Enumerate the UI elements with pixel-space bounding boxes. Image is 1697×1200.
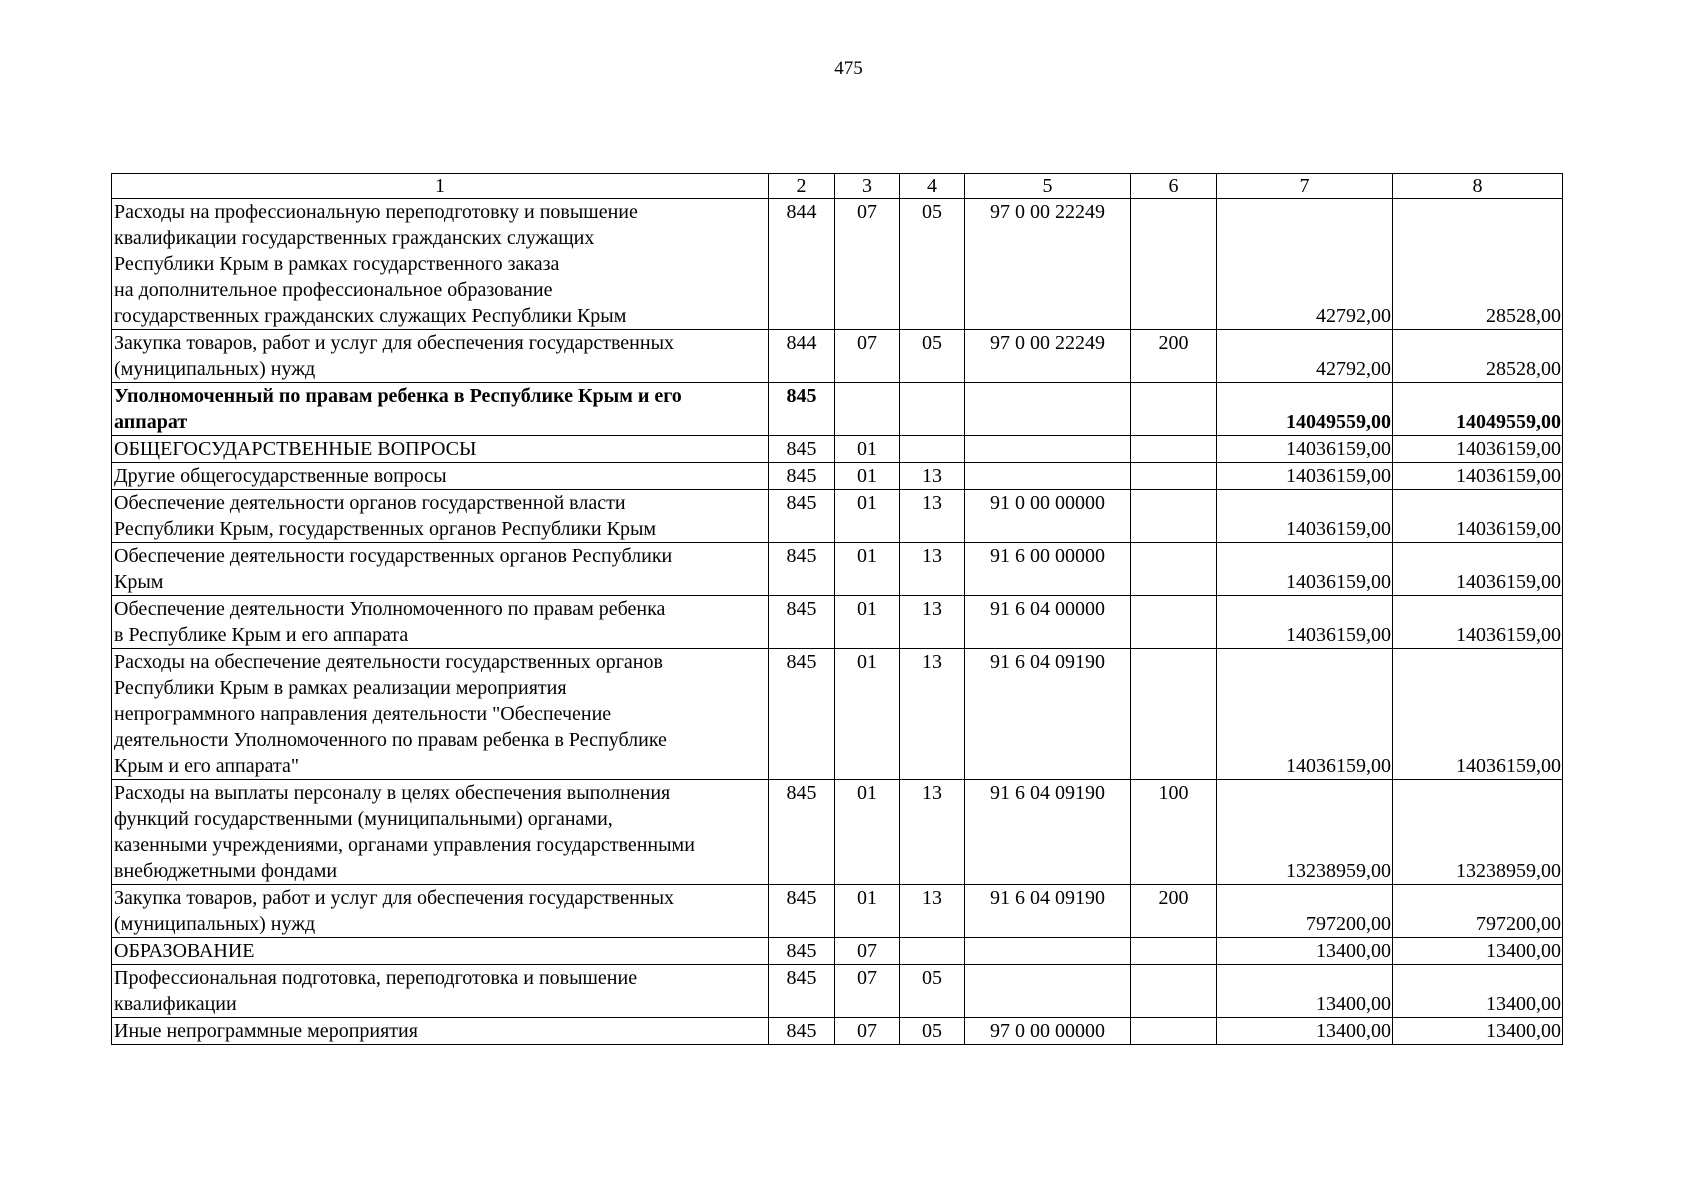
cell-expense-type — [1131, 543, 1217, 596]
cell-amount-col7: 42792,00 — [1217, 330, 1393, 383]
header-cell: 4 — [900, 174, 965, 199]
cell-name: Расходы на выплаты персоналу в целях обеспечения выполнения функций государственными (муниципальными) органами, казенными учреждениями, органами управления государственными внебюджетными фондами — [112, 780, 769, 885]
table-row — [112, 436, 1563, 463]
cell-expense-type — [1131, 965, 1217, 1018]
cell-amount-col8: 14036159,00 — [1393, 463, 1563, 490]
cell-name: Уполномоченный по правам ребенка в Республике Крым и его аппарат — [112, 383, 769, 436]
cell-subsection: 05 — [900, 1018, 965, 1045]
table-row — [112, 649, 1563, 780]
cell-admin-code: 845 — [769, 1018, 835, 1045]
cell-amount-col7: 42792,00 — [1217, 199, 1393, 330]
table-row — [112, 543, 1563, 596]
cell-admin-code: 845 — [769, 490, 835, 543]
cell-admin-code: 845 — [769, 436, 835, 463]
cell-section: 01 — [835, 885, 900, 938]
budget-table — [111, 173, 1563, 1045]
cell-section: 01 — [835, 543, 900, 596]
cell-subsection: 05 — [900, 199, 965, 330]
page-number: 475 — [834, 58, 863, 79]
cell-target-article: 97 0 00 22249 — [965, 199, 1131, 330]
cell-amount-col8: 28528,00 — [1393, 330, 1563, 383]
cell-amount-col7: 797200,00 — [1217, 885, 1393, 938]
cell-section: 01 — [835, 596, 900, 649]
cell-amount-col8: 28528,00 — [1393, 199, 1563, 330]
table-row — [112, 885, 1563, 938]
cell-amount-col7: 14036159,00 — [1217, 436, 1393, 463]
cell-amount-col7: 14036159,00 — [1217, 543, 1393, 596]
cell-subsection: 13 — [900, 885, 965, 938]
cell-amount-col7: 14049559,00 — [1217, 383, 1393, 436]
table-row — [112, 1018, 1563, 1045]
cell-target-article: 97 0 00 22249 — [965, 330, 1131, 383]
cell-expense-type — [1131, 596, 1217, 649]
cell-target-article — [965, 436, 1131, 463]
cell-amount-col8: 14036159,00 — [1393, 436, 1563, 463]
cell-section: 07 — [835, 199, 900, 330]
cell-amount-col7: 13400,00 — [1217, 965, 1393, 1018]
table-row — [112, 463, 1563, 490]
cell-name: Закупка товаров, работ и услуг для обеспечения государственных (муниципальных) нужд — [112, 330, 769, 383]
cell-target-article: 91 6 04 09190 — [965, 780, 1131, 885]
table-row — [112, 938, 1563, 965]
cell-subsection — [900, 938, 965, 965]
cell-expense-type — [1131, 383, 1217, 436]
cell-subsection: 13 — [900, 463, 965, 490]
cell-amount-col8: 14036159,00 — [1393, 543, 1563, 596]
cell-amount-col8: 14036159,00 — [1393, 490, 1563, 543]
cell-expense-type: 100 — [1131, 780, 1217, 885]
cell-admin-code: 845 — [769, 780, 835, 885]
cell-section: 01 — [835, 490, 900, 543]
cell-target-article: 91 6 04 09190 — [965, 649, 1131, 780]
table-row — [112, 965, 1563, 1018]
cell-name: Иные непрограммные мероприятия — [112, 1018, 769, 1045]
cell-section: 01 — [835, 780, 900, 885]
table-row — [112, 199, 1563, 330]
table-header-row — [112, 174, 1563, 199]
cell-name: Закупка товаров, работ и услуг для обеспечения государственных (муниципальных) нужд — [112, 885, 769, 938]
cell-name: ОБЩЕГОСУДАРСТВЕННЫЕ ВОПРОСЫ — [112, 436, 769, 463]
cell-amount-col7: 14036159,00 — [1217, 596, 1393, 649]
cell-amount-col7: 13238959,00 — [1217, 780, 1393, 885]
cell-admin-code: 845 — [769, 885, 835, 938]
cell-amount-col8: 13238959,00 — [1393, 780, 1563, 885]
cell-admin-code: 845 — [769, 649, 835, 780]
cell-target-article: 91 0 00 00000 — [965, 490, 1131, 543]
cell-target-article — [965, 383, 1131, 436]
cell-target-article: 91 6 04 00000 — [965, 596, 1131, 649]
cell-amount-col8: 797200,00 — [1393, 885, 1563, 938]
cell-amount-col7: 14036159,00 — [1217, 463, 1393, 490]
cell-amount-col7: 13400,00 — [1217, 938, 1393, 965]
cell-expense-type — [1131, 463, 1217, 490]
cell-section: 07 — [835, 330, 900, 383]
cell-section: 01 — [835, 649, 900, 780]
cell-target-article — [965, 938, 1131, 965]
cell-expense-type — [1131, 649, 1217, 780]
cell-target-article: 97 0 00 00000 — [965, 1018, 1131, 1045]
cell-amount-col8: 14036159,00 — [1393, 596, 1563, 649]
cell-amount-col8: 13400,00 — [1393, 965, 1563, 1018]
table-row — [112, 596, 1563, 649]
cell-section: 07 — [835, 1018, 900, 1045]
header-cell: 7 — [1217, 174, 1393, 199]
cell-expense-type — [1131, 938, 1217, 965]
cell-admin-code: 845 — [769, 596, 835, 649]
cell-name: Обеспечение деятельности государственных органов Республики Крым — [112, 543, 769, 596]
cell-admin-code: 845 — [769, 543, 835, 596]
table-row — [112, 383, 1563, 436]
cell-target-article: 91 6 04 09190 — [965, 885, 1131, 938]
cell-section: 07 — [835, 965, 900, 1018]
cell-target-article — [965, 965, 1131, 1018]
cell-admin-code: 844 — [769, 330, 835, 383]
table-row — [112, 490, 1563, 543]
header-cell: 6 — [1131, 174, 1217, 199]
cell-name: Обеспечение деятельности органов государственной власти Республики Крым, государственных органов Республики Крым — [112, 490, 769, 543]
cell-expense-type — [1131, 436, 1217, 463]
cell-subsection: 13 — [900, 490, 965, 543]
cell-subsection: 05 — [900, 965, 965, 1018]
cell-admin-code: 845 — [769, 383, 835, 436]
cell-expense-type — [1131, 199, 1217, 330]
cell-section — [835, 383, 900, 436]
cell-subsection: 13 — [900, 649, 965, 780]
cell-admin-code: 845 — [769, 938, 835, 965]
cell-expense-type: 200 — [1131, 330, 1217, 383]
cell-name: Расходы на профессиональную переподготовку и повышение квалификации государственных гражданских служащих Республики Крым в рамках государственного заказа на дополнительное профессиональное образование государственных гражданских служащих Республики Крым — [112, 199, 769, 330]
cell-admin-code: 844 — [769, 199, 835, 330]
cell-amount-col7: 14036159,00 — [1217, 490, 1393, 543]
cell-subsection — [900, 436, 965, 463]
header-cell: 8 — [1393, 174, 1563, 199]
cell-subsection: 13 — [900, 596, 965, 649]
cell-amount-col7: 13400,00 — [1217, 1018, 1393, 1045]
cell-amount-col8: 13400,00 — [1393, 1018, 1563, 1045]
cell-name: Другие общегосударственные вопросы — [112, 463, 769, 490]
table-row — [112, 780, 1563, 885]
cell-section: 07 — [835, 938, 900, 965]
cell-subsection: 05 — [900, 330, 965, 383]
table-row — [112, 330, 1563, 383]
cell-name: Обеспечение деятельности Уполномоченного по правам ребенка в Республике Крым и его аппарата — [112, 596, 769, 649]
cell-target-article — [965, 463, 1131, 490]
cell-amount-col7: 14036159,00 — [1217, 649, 1393, 780]
cell-expense-type — [1131, 490, 1217, 543]
header-cell: 2 — [769, 174, 835, 199]
cell-expense-type — [1131, 1018, 1217, 1045]
cell-admin-code: 845 — [769, 463, 835, 490]
cell-name: ОБРАЗОВАНИЕ — [112, 938, 769, 965]
header-cell: 1 — [112, 174, 769, 199]
cell-target-article: 91 6 00 00000 — [965, 543, 1131, 596]
cell-name: Расходы на обеспечение деятельности государственных органов Республики Крым в рамках реализации мероприятия непрограммного направления деятельности "Обеспечение деятельности Уполномоченного по правам ребенка в Республике Крым и его аппарата" — [112, 649, 769, 780]
cell-subsection — [900, 383, 965, 436]
cell-amount-col8: 14049559,00 — [1393, 383, 1563, 436]
cell-name: Профессиональная подготовка, переподготовка и повышение квалификации — [112, 965, 769, 1018]
cell-admin-code: 845 — [769, 965, 835, 1018]
header-cell: 3 — [835, 174, 900, 199]
cell-amount-col8: 13400,00 — [1393, 938, 1563, 965]
header-cell: 5 — [965, 174, 1131, 199]
cell-section: 01 — [835, 436, 900, 463]
cell-section: 01 — [835, 463, 900, 490]
cell-expense-type: 200 — [1131, 885, 1217, 938]
cell-subsection: 13 — [900, 543, 965, 596]
cell-subsection: 13 — [900, 780, 965, 885]
cell-amount-col8: 14036159,00 — [1393, 649, 1563, 780]
